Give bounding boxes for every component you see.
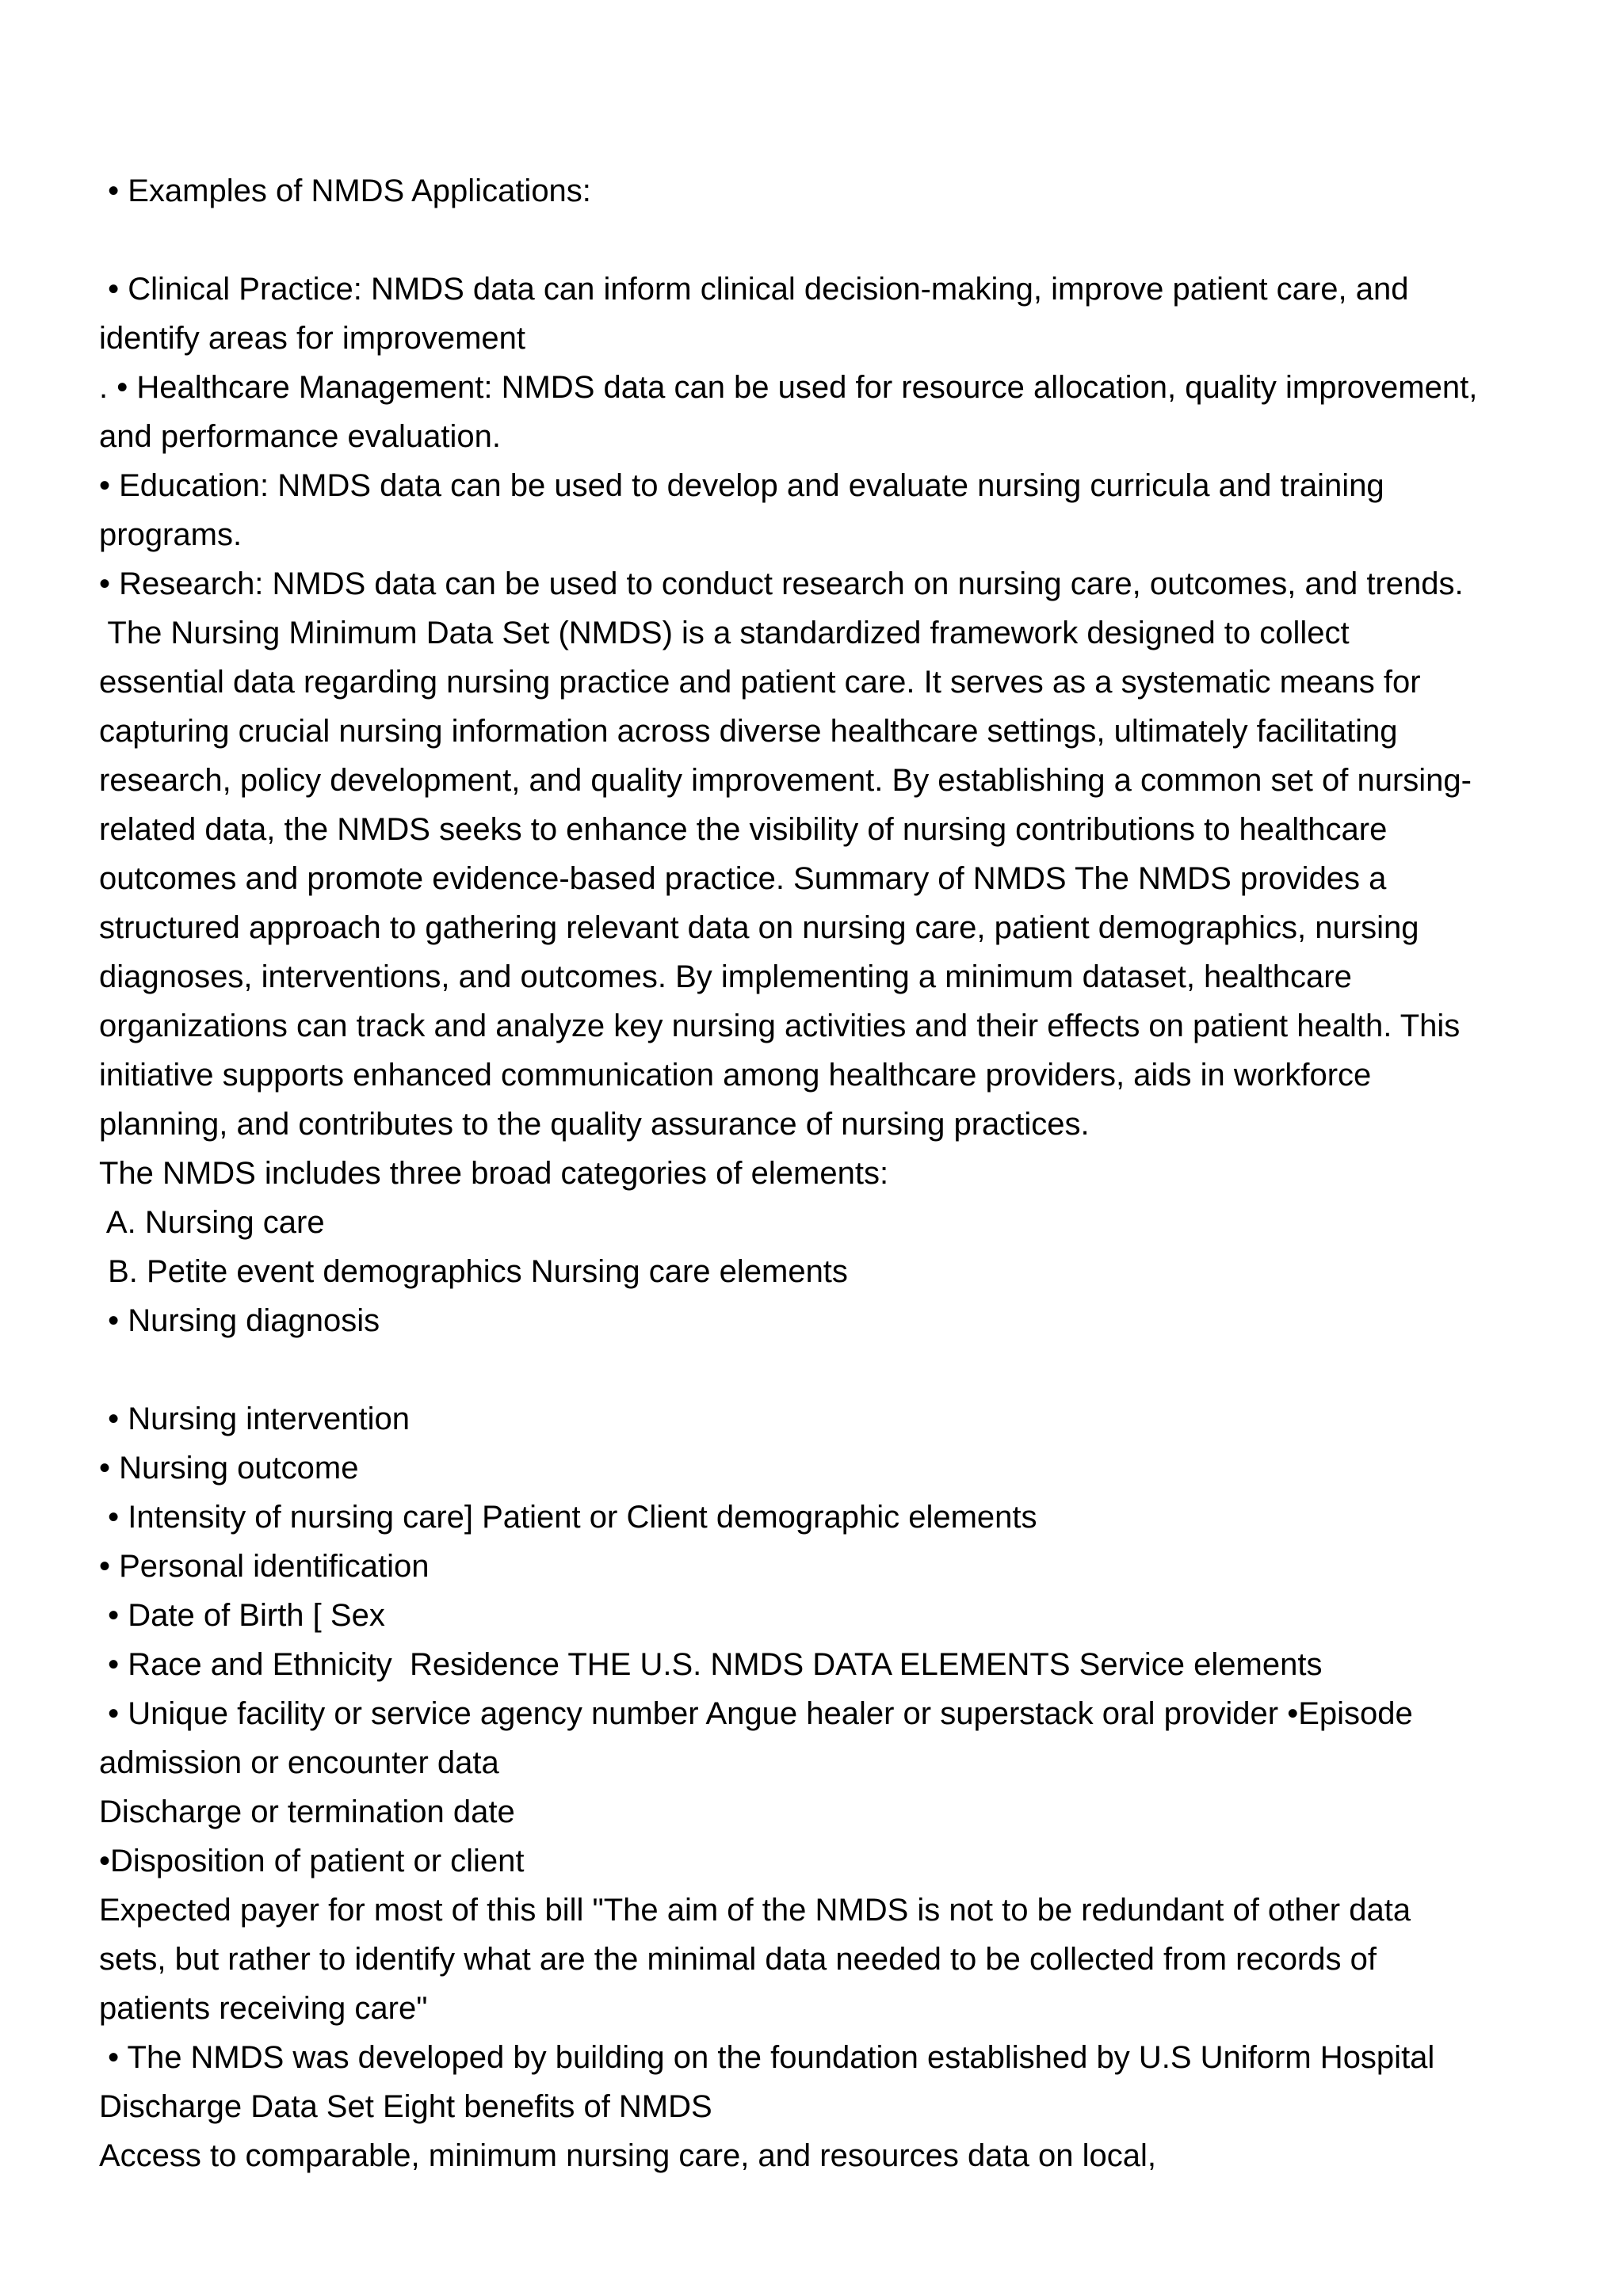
text-line: capturing crucial nursing information across diverse healthcare settings, ultimately facilitating <box>99 714 1398 749</box>
text-line: related data, the NMDS seeks to enhance the visibility of nursing contributions to healthcare <box>99 812 1388 847</box>
text-line: Expected payer for most of this bill "The aim of the NMDS is not to be redundant of other data <box>99 1893 1411 1928</box>
text-line: and performance evaluation. <box>99 419 501 454</box>
text-line: • Nursing intervention <box>99 1402 410 1436</box>
text-line: . • Healthcare Management: NMDS data can be used for resource allocation, quality improvement, <box>99 370 1478 405</box>
blank-line <box>99 1345 1549 1394</box>
text-line: • Nursing outcome <box>99 1451 359 1486</box>
text-line: • Clinical Practice: NMDS data can inform clinical decision-making, improve patient care, and <box>99 272 1409 307</box>
text-line: • The NMDS was developed by building on the foundation established by U.S Uniform Hospital <box>99 2040 1435 2075</box>
blank-line <box>99 215 1549 265</box>
text-line: The NMDS includes three broad categories of elements: <box>99 1156 889 1191</box>
text-line: programs. <box>99 517 242 552</box>
text-line: sets, but rather to identify what are the minimal data needed to be collected from records of <box>99 1942 1377 1977</box>
text-line: patients receiving care" <box>99 1991 428 2026</box>
text-line: structured approach to gathering relevant data on nursing care, patient demographics, nursing <box>99 910 1419 945</box>
text-line: planning, and contributes to the quality assurance of nursing practices. <box>99 1107 1090 1142</box>
text-line: • Intensity of nursing care] Patient or Client demographic elements <box>99 1500 1037 1535</box>
document-body <box>99 166 1549 2180</box>
text-line: • Nursing diagnosis <box>99 1303 380 1338</box>
text-line: A. Nursing care <box>99 1205 325 1240</box>
text-line: • Education: NMDS data can be used to develop and evaluate nursing curricula and training <box>99 468 1384 503</box>
text-line: Discharge Data Set Eight benefits of NMDS <box>99 2089 712 2124</box>
text-line: essential data regarding nursing practice and patient care. It serves as a systematic means for <box>99 665 1421 700</box>
text-line: • Personal identification <box>99 1549 430 1584</box>
text-line: diagnoses, interventions, and outcomes. By implementing a minimum dataset, healthcare <box>99 959 1352 994</box>
text-line: B. Petite event demographics Nursing care elements <box>99 1254 848 1289</box>
text-line: • Race and Ethnicity Residence THE U.S. NMDS DATA ELEMENTS Service elements <box>99 1647 1323 1682</box>
text-line: identify areas for improvement <box>99 321 526 356</box>
text-line: initiative supports enhanced communication among healthcare providers, aids in workforce <box>99 1058 1372 1093</box>
text-line: The Nursing Minimum Data Set (NMDS) is a standardized framework designed to collect <box>99 616 1350 650</box>
text-line: • Unique facility or service agency number Angue healer or superstack oral provider •Episode <box>99 1696 1413 1731</box>
text-line: • Research: NMDS data can be used to conduct research on nursing care, outcomes, and trends. <box>99 566 1464 601</box>
text-line: admission or encounter data <box>99 1745 499 1780</box>
text-line: Access to comparable, minimum nursing care, and resources data on local, <box>99 2138 1156 2173</box>
text-line: • Date of Birth [ Sex <box>99 1598 385 1633</box>
text-line: outcomes and promote evidence-based practice. Summary of NMDS The NMDS provides a <box>99 861 1387 896</box>
text-line: Discharge or termination date <box>99 1794 515 1829</box>
text-line: research, policy development, and quality improvement. By establishing a common set of nursing- <box>99 763 1472 798</box>
text-line: • Examples of NMDS Applications: <box>99 174 591 208</box>
text-line: organizations can track and analyze key nursing activities and their effects on patient health. This <box>99 1009 1461 1043</box>
text-line: •Disposition of patient or client <box>99 1844 525 1878</box>
